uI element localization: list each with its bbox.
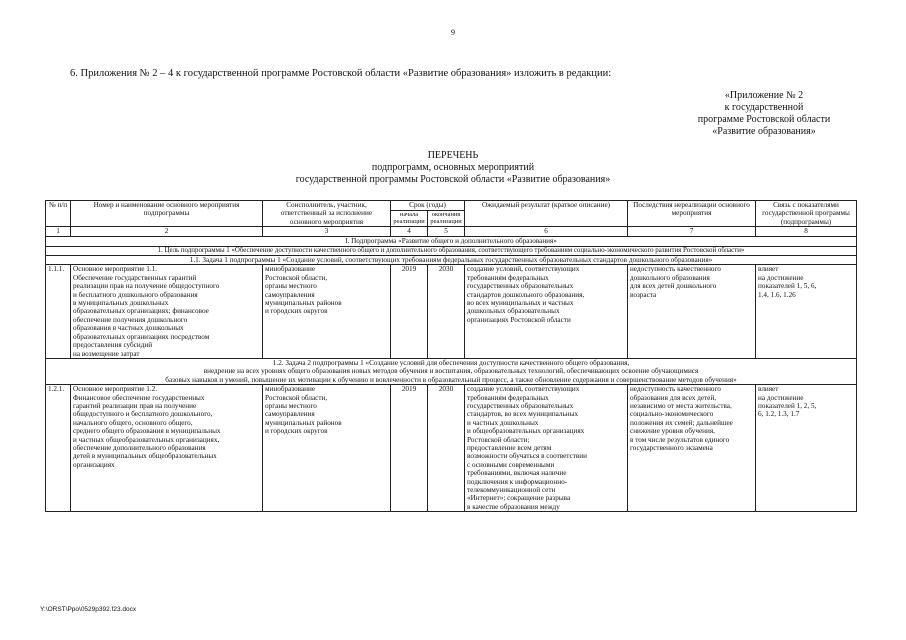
text-line: образовательных организациях; финансовое [73,307,209,316]
text-line: для всех детей дошкольного [630,282,717,291]
measures-table [45,200,857,512]
annex-line: к государственной [724,102,804,113]
intro-paragraph: 6. Приложения № 2 – 4 к государственной программе Ростовской области «Развитие образования» изложить в редакции: [70,68,612,79]
row-start-year: 2019 [391,265,428,358]
header-link: Связь с показателями государственной программы (подпрограммы) [756,201,857,227]
text-line: и общеобразовательных организациях [467,427,585,436]
text-line: Основное мероприятие 1.1. [73,265,158,274]
header-consequences: Последствия нереализации основного мероприятия [628,201,756,227]
file-path-footer: Y:\ORST\Ppo\0529p392.f23.docx [40,606,137,613]
header-term-start: начала реализации [391,210,428,226]
text-line: в качестве образования между [467,502,560,511]
text-line: обеспечение дополнительного образования [73,443,206,452]
text-line: и частных дошкольных [467,418,539,427]
text-line: телекоммуникационной сети [467,486,556,494]
header-executor: Соисполнитель, участник, ответственный за исполнение основного мероприятия [263,201,391,227]
text-line: возможности обучаться в соответствии [467,452,587,461]
text-line: независимо от места жительства, [630,401,732,410]
text-line: минобразование [265,265,316,274]
header-num: № п/п [46,201,71,227]
task2-row [46,358,857,384]
text-line: государственного экзамена [630,443,713,452]
title-line: государственной программы Ростовской области «Развитие образования» [295,174,611,185]
text-line: влияет [758,385,779,394]
text-line: организациях Ростовской области [467,315,571,324]
text-line: и бесплатного дошкольного образования [73,290,198,299]
text-line: дошкольного образования [630,273,710,282]
annex-line: «Приложение № 2 [724,90,804,101]
text-line: самоуправления [265,290,315,299]
text-line: общедоступного и бесплатного дошкольного, [73,410,213,419]
text-line: 1.2. Задача 2 подпрограммы 1 «Создание условий для обеспечения доступности качественного общего образования, [272,358,630,367]
row-link [756,265,857,358]
annex-line: программе Ростовской области [697,114,831,125]
text-line: Ростовской области, [265,393,328,402]
title-line: ПЕРЕЧЕНЬ [427,150,479,161]
row-consequences [628,265,756,358]
row-num: 1.1.1. [46,265,71,358]
goal-row [46,246,857,255]
row-end-year: 2030 [428,385,465,512]
header-row [46,201,857,211]
row-executor [263,265,391,358]
text-line: влияет [758,265,779,274]
text-line: на достижение [758,273,804,282]
text-line: недоступность качественного [630,265,721,274]
text-line: показателей 1, 5, 6, [758,282,817,291]
text-line: стандартов дошкольного образования, [467,290,585,299]
text-line: создание условий, соответствующих [467,265,580,274]
text-line: минобразование [265,385,316,394]
row-consequences [628,385,756,512]
task2-title [46,358,857,384]
text-line: снижение уровня обучения, [630,427,715,436]
row-start-year: 2019 [391,385,428,512]
text-line: Финансовое обеспечение государственных [73,393,205,402]
annex-line: «Развитие образования» [712,126,816,137]
row-link [756,385,857,512]
text-line: детей в муниципальных общеобразовательных [73,452,217,461]
text-line: подключения к информационно- [467,477,568,486]
text-line: стандартов, во всех муниципальных [467,410,579,419]
text-line: реализации прав на получение общедоступного [73,282,220,291]
page-number: 9 [451,28,455,37]
text-line: Основное мероприятие 1.2. [73,385,158,394]
row-executor [263,385,391,512]
column-number: 2 [71,227,263,237]
document-title [0,150,906,186]
text-line: организациях [73,460,115,469]
text-line: и городских округов [265,427,328,436]
column-number: 5 [428,227,465,237]
row-end-year: 2030 [428,265,465,358]
text-line: Обеспечение государственных гарантий [73,273,197,282]
text-line: предоставления субсидий [73,341,153,350]
text-line: органы местного [265,282,317,291]
text-line: образовательных организациях посредством [73,332,210,341]
table-row [46,265,857,358]
text-line: и городских округов [265,307,328,316]
title-line: подпрограмм, основных мероприятий [371,162,535,173]
text-line: 1.4, 1.6, 1.26 [758,290,796,299]
subprogram-title: I. Подпрограмма «Развитие общего и дополнительного образования» [46,237,857,246]
text-line: «Интернет»; сокращение разрыва [467,494,571,503]
text-line: на достижение [758,393,804,402]
task1-row [46,256,857,265]
text-line: показателей 1, 2, 5, [758,401,817,410]
text-line: базовых навыков и умений, повышение их мотивации к обучению и вовлеченности в образовательный процесс, а также обновление содержания и совершенствование методов обучения» [165,375,737,384]
goal-title: 1. Цель подпрограммы 1 «Обеспечение доступности качественного общего и дополнительного образования, соответствующего требованиям социально-экономического развития Ростовской области» [46,246,857,255]
text-line: органы местного [265,401,317,410]
text-line: самоуправления [265,410,315,419]
text-line: образования для всех детей, [630,393,717,402]
text-line: требованиям федеральных [467,273,549,282]
text-line: государственных образовательных [467,401,574,410]
column-number-row [46,227,857,237]
text-line: требованиями, включая наличие [467,469,567,478]
text-line: образования в частных дошкольных [73,324,184,333]
text-line: на возмещение затрат [73,349,140,358]
text-line: во всех муниципальных и частных [467,299,574,308]
column-number: 3 [263,227,391,237]
text-line: государственных образовательных [467,282,574,291]
header-term: Срок (годы) [391,201,465,211]
text-line: Ростовской области, [265,273,328,282]
text-line: муниципальных районов [265,418,342,427]
text-line: дошкольных образовательных [467,307,560,316]
text-line: недоступность качественного [630,385,721,394]
annex-header [690,90,838,138]
row-result [465,265,628,358]
subprogram-row [46,237,857,246]
text-line: положения их семей; дальнейшее [630,418,733,427]
text-line: гарантий реализации прав на получение [73,401,197,410]
row-name [71,385,263,512]
row-num: 1.2.1. [46,385,71,512]
text-line: среднего общего образования в муниципальных [73,427,221,436]
text-line: Ростовской области; [467,435,530,444]
text-line: требованиям федеральных [467,393,549,402]
header-result: Ожидаемый результат (краткое описание) [465,201,628,227]
row-result [465,385,628,512]
header-name: Номер и наименование основного мероприятия подпрограммы [71,201,263,227]
text-line: внедрение на всех уровнях общего образования новых методов обучения и воспитания, образовательных технологий, обеспечивающих освоение обучающимися [203,367,699,376]
text-line: в том числе результатов единого [630,435,730,444]
column-number: 7 [628,227,756,237]
column-number: 6 [465,227,628,237]
task1-title: 1.1. Задача 1 подпрограммы 1 «Создание условий, соответствующих требованиям федеральных государственных образовательных стандартов дошкольного образования» [46,256,857,265]
text-line: и частных общеобразовательных организациях, [73,435,220,444]
text-line: предоставление всем детям [467,443,552,452]
column-number: 4 [391,227,428,237]
text-line: возраста [630,290,657,299]
text-line: в муниципальных дошкольных [73,299,169,308]
text-line: муниципальных районов [265,299,342,308]
text-line: социально-экономического [630,410,714,419]
text-line: 6, 1.2, 1.3, 1.7 [758,410,800,419]
text-line: создание условий, соответствующих [467,385,580,394]
table-row [46,385,857,512]
text-line: обеспечение получения дошкольного [73,315,188,324]
text-line: начального общего, основного общего, [73,418,193,427]
column-number: 8 [756,227,857,237]
row-name [71,265,263,358]
header-term-end: окончания реализации [428,210,465,226]
text-line: с основными современными [467,460,555,469]
column-number: 1 [46,227,71,237]
